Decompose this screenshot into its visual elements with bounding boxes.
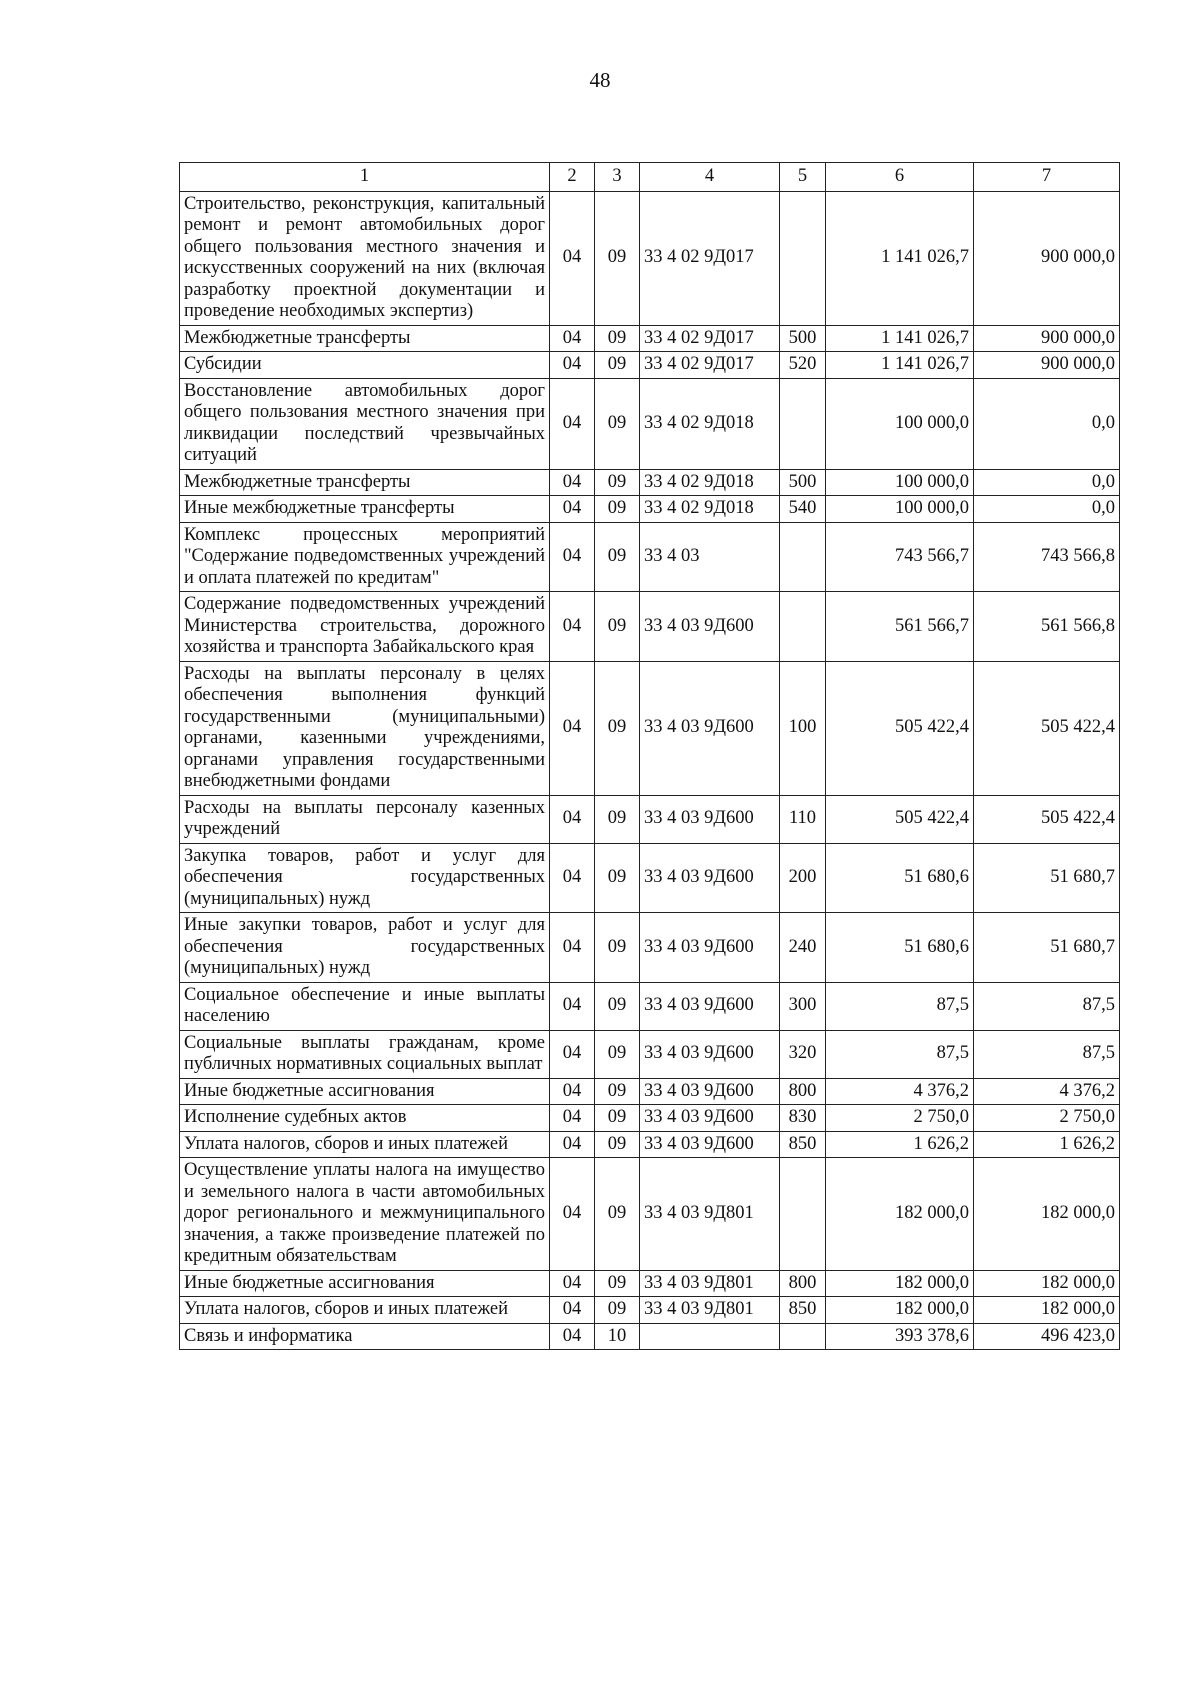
table-row <box>180 1030 1120 1078</box>
subsection-code-cell: 09 <box>595 1158 640 1271</box>
expense-type-cell: 300 <box>780 982 826 1030</box>
expense-type-cell <box>780 1323 826 1350</box>
target-article-cell: 33 4 03 9Д600 <box>640 1030 780 1078</box>
target-article-cell: 33 4 03 9Д801 <box>640 1158 780 1271</box>
target-article-cell: 33 4 03 9Д600 <box>640 795 780 843</box>
subsection-code-cell: 10 <box>595 1323 640 1350</box>
table-row <box>180 1105 1120 1132</box>
amount-col7-cell: 87,5 <box>974 1030 1120 1078</box>
amount-col6-cell: 51 680,6 <box>826 843 974 913</box>
row-name-cell: Строительство, реконструкция, капитальный ремонт и ремонт автомобильных дорог общего пользования местного значения и искусственных сооружений на них (включая разработку проектной документации и проведение необходимых экспертиз) <box>180 191 550 325</box>
table-row <box>180 795 1120 843</box>
amount-col6-cell: 87,5 <box>826 1030 974 1078</box>
subsection-code-cell: 09 <box>595 496 640 523</box>
section-code-cell: 04 <box>550 378 595 469</box>
amount-col7-cell: 496 423,0 <box>974 1323 1120 1350</box>
budget-table <box>179 162 1120 1350</box>
target-article-cell: 33 4 02 9Д017 <box>640 352 780 379</box>
amount-col6-cell: 505 422,4 <box>826 795 974 843</box>
section-code-cell: 04 <box>550 469 595 496</box>
expense-type-cell: 100 <box>780 661 826 795</box>
section-code-cell: 04 <box>550 1297 595 1324</box>
section-code-cell: 04 <box>550 795 595 843</box>
target-article-cell: 33 4 03 <box>640 522 780 592</box>
amount-col7-cell: 743 566,8 <box>974 522 1120 592</box>
amount-col7-cell: 900 000,0 <box>974 325 1120 352</box>
table-row <box>180 325 1120 352</box>
expense-type-cell: 240 <box>780 913 826 983</box>
amount-col7-cell: 1 626,2 <box>974 1131 1120 1158</box>
row-name-cell: Социальное обеспечение и иные выплаты населению <box>180 982 550 1030</box>
subsection-code-cell: 09 <box>595 661 640 795</box>
row-name-cell: Связь и информатика <box>180 1323 550 1350</box>
table-row <box>180 522 1120 592</box>
section-code-cell: 04 <box>550 913 595 983</box>
table-row <box>180 1323 1120 1350</box>
row-name-cell: Уплата налогов, сборов и иных платежей <box>180 1297 550 1324</box>
row-name-cell: Расходы на выплаты персоналу в целях обеспечения выполнения функций государственными (муниципальными) органами, казенными учреждениями, органами управления государственными внебюджетными фондами <box>180 661 550 795</box>
expense-type-cell <box>780 592 826 662</box>
target-article-cell: 33 4 03 9Д600 <box>640 913 780 983</box>
row-name-cell: Расходы на выплаты персоналу казенных учреждений <box>180 795 550 843</box>
expense-type-cell: 500 <box>780 325 826 352</box>
amount-col6-cell: 743 566,7 <box>826 522 974 592</box>
amount-col7-cell: 505 422,4 <box>974 661 1120 795</box>
subsection-code-cell: 09 <box>595 352 640 379</box>
table-row <box>180 191 1120 325</box>
subsection-code-cell: 09 <box>595 191 640 325</box>
expense-type-cell <box>780 1158 826 1271</box>
section-code-cell: 04 <box>550 592 595 662</box>
subsection-code-cell: 09 <box>595 522 640 592</box>
expense-type-cell: 500 <box>780 469 826 496</box>
subsection-code-cell: 09 <box>595 1105 640 1132</box>
subsection-code-cell: 09 <box>595 843 640 913</box>
amount-col7-cell: 505 422,4 <box>974 795 1120 843</box>
subsection-code-cell: 09 <box>595 982 640 1030</box>
section-code-cell: 04 <box>550 1323 595 1350</box>
target-article-cell: 33 4 02 9Д017 <box>640 191 780 325</box>
table-row <box>180 1297 1120 1324</box>
amount-col6-cell: 561 566,7 <box>826 592 974 662</box>
section-code-cell: 04 <box>550 352 595 379</box>
target-article-cell: 33 4 02 9Д018 <box>640 378 780 469</box>
table-row <box>180 1078 1120 1105</box>
column-header: 5 <box>780 163 826 192</box>
section-code-cell: 04 <box>550 1131 595 1158</box>
subsection-code-cell: 09 <box>595 795 640 843</box>
row-name-cell: Комплекс процессных мероприятий "Содержание подведомственных учреждений и оплата платежей по кредитам" <box>180 522 550 592</box>
table-row <box>180 378 1120 469</box>
target-article-cell: 33 4 03 9Д600 <box>640 592 780 662</box>
expense-type-cell <box>780 191 826 325</box>
amount-col7-cell: 87,5 <box>974 982 1120 1030</box>
table-row <box>180 469 1120 496</box>
amount-col7-cell: 51 680,7 <box>974 913 1120 983</box>
expense-type-cell: 320 <box>780 1030 826 1078</box>
target-article-cell: 33 4 03 9Д600 <box>640 982 780 1030</box>
row-name-cell: Иные бюджетные ассигнования <box>180 1078 550 1105</box>
section-code-cell: 04 <box>550 1030 595 1078</box>
section-code-cell: 04 <box>550 522 595 592</box>
section-code-cell: 04 <box>550 1078 595 1105</box>
row-name-cell: Иные межбюджетные трансферты <box>180 496 550 523</box>
row-name-cell: Межбюджетные трансферты <box>180 469 550 496</box>
amount-col6-cell: 1 141 026,7 <box>826 191 974 325</box>
section-code-cell: 04 <box>550 982 595 1030</box>
expense-type-cell: 830 <box>780 1105 826 1132</box>
row-name-cell: Осуществление уплаты налога на имущество и земельного налога в части автомобильных дорог регионального и межмуниципального значения, а также произведение платежей по кредитным обязательствам <box>180 1158 550 1271</box>
expense-type-cell: 540 <box>780 496 826 523</box>
expense-type-cell: 850 <box>780 1297 826 1324</box>
subsection-code-cell: 09 <box>595 469 640 496</box>
subsection-code-cell: 09 <box>595 1078 640 1105</box>
table-row <box>180 1158 1120 1271</box>
amount-col6-cell: 1 141 026,7 <box>826 352 974 379</box>
amount-col7-cell: 0,0 <box>974 469 1120 496</box>
row-name-cell: Исполнение судебных актов <box>180 1105 550 1132</box>
table-row <box>180 352 1120 379</box>
target-article-cell: 33 4 02 9Д017 <box>640 325 780 352</box>
target-article-cell <box>640 1323 780 1350</box>
amount-col7-cell: 182 000,0 <box>974 1297 1120 1324</box>
row-name-cell: Социальные выплаты гражданам, кроме публичных нормативных социальных выплат <box>180 1030 550 1078</box>
amount-col7-cell: 900 000,0 <box>974 191 1120 325</box>
row-name-cell: Межбюджетные трансферты <box>180 325 550 352</box>
subsection-code-cell: 09 <box>595 1270 640 1297</box>
expense-type-cell: 850 <box>780 1131 826 1158</box>
amount-col6-cell: 505 422,4 <box>826 661 974 795</box>
amount-col6-cell: 2 750,0 <box>826 1105 974 1132</box>
table-row <box>180 592 1120 662</box>
amount-col7-cell: 182 000,0 <box>974 1158 1120 1271</box>
amount-col6-cell: 182 000,0 <box>826 1270 974 1297</box>
column-header: 2 <box>550 163 595 192</box>
row-name-cell: Субсидии <box>180 352 550 379</box>
target-article-cell: 33 4 03 9Д600 <box>640 1078 780 1105</box>
amount-col7-cell: 182 000,0 <box>974 1270 1120 1297</box>
subsection-code-cell: 09 <box>595 378 640 469</box>
section-code-cell: 04 <box>550 191 595 325</box>
target-article-cell: 33 4 03 9Д600 <box>640 843 780 913</box>
table-row <box>180 982 1120 1030</box>
amount-col7-cell: 561 566,8 <box>974 592 1120 662</box>
amount-col7-cell: 2 750,0 <box>974 1105 1120 1132</box>
target-article-cell: 33 4 03 9Д600 <box>640 1105 780 1132</box>
row-name-cell: Закупка товаров, работ и услуг для обеспечения государственных (муниципальных) нужд <box>180 843 550 913</box>
table-header-row <box>180 163 1120 192</box>
row-name-cell: Восстановление автомобильных дорог общего пользования местного значения при ликвидации последствий чрезвычайных ситуаций <box>180 378 550 469</box>
table-row <box>180 1270 1120 1297</box>
target-article-cell: 33 4 03 9Д801 <box>640 1297 780 1324</box>
amount-col6-cell: 4 376,2 <box>826 1078 974 1105</box>
expense-type-cell: 800 <box>780 1270 826 1297</box>
table-row <box>180 843 1120 913</box>
row-name-cell: Иные закупки товаров, работ и услуг для обеспечения государственных (муниципальных) нужд <box>180 913 550 983</box>
expense-type-cell: 520 <box>780 352 826 379</box>
amount-col6-cell: 182 000,0 <box>826 1158 974 1271</box>
amount-col6-cell: 51 680,6 <box>826 913 974 983</box>
target-article-cell: 33 4 02 9Д018 <box>640 496 780 523</box>
subsection-code-cell: 09 <box>595 1297 640 1324</box>
subsection-code-cell: 09 <box>595 1030 640 1078</box>
section-code-cell: 04 <box>550 1270 595 1297</box>
expense-type-cell: 800 <box>780 1078 826 1105</box>
amount-col6-cell: 1 141 026,7 <box>826 325 974 352</box>
page-number: 48 <box>589 68 611 92</box>
target-article-cell: 33 4 02 9Д018 <box>640 469 780 496</box>
table-row <box>180 496 1120 523</box>
table-row <box>180 1131 1120 1158</box>
section-code-cell: 04 <box>550 1105 595 1132</box>
table-row <box>180 661 1120 795</box>
subsection-code-cell: 09 <box>595 325 640 352</box>
expense-type-cell <box>780 522 826 592</box>
target-article-cell: 33 4 03 9Д801 <box>640 1270 780 1297</box>
target-article-cell: 33 4 03 9Д600 <box>640 661 780 795</box>
subsection-code-cell: 09 <box>595 592 640 662</box>
amount-col6-cell: 182 000,0 <box>826 1297 974 1324</box>
section-code-cell: 04 <box>550 1158 595 1271</box>
amount-col7-cell: 900 000,0 <box>974 352 1120 379</box>
amount-col6-cell: 100 000,0 <box>826 496 974 523</box>
amount-col7-cell: 51 680,7 <box>974 843 1120 913</box>
column-header: 6 <box>826 163 974 192</box>
amount-col6-cell: 1 626,2 <box>826 1131 974 1158</box>
section-code-cell: 04 <box>550 843 595 913</box>
amount-col6-cell: 100 000,0 <box>826 378 974 469</box>
expense-type-cell: 110 <box>780 795 826 843</box>
row-name-cell: Иные бюджетные ассигнования <box>180 1270 550 1297</box>
amount-col7-cell: 0,0 <box>974 496 1120 523</box>
column-header: 1 <box>180 163 550 192</box>
column-header: 7 <box>974 163 1120 192</box>
table-row <box>180 913 1120 983</box>
column-header: 3 <box>595 163 640 192</box>
column-header: 4 <box>640 163 780 192</box>
amount-col6-cell: 100 000,0 <box>826 469 974 496</box>
expense-type-cell: 200 <box>780 843 826 913</box>
section-code-cell: 04 <box>550 496 595 523</box>
target-article-cell: 33 4 03 9Д600 <box>640 1131 780 1158</box>
section-code-cell: 04 <box>550 661 595 795</box>
expense-type-cell <box>780 378 826 469</box>
amount-col7-cell: 0,0 <box>974 378 1120 469</box>
subsection-code-cell: 09 <box>595 913 640 983</box>
row-name-cell: Содержание подведомственных учреждений Министерства строительства, дорожного хозяйства и транспорта Забайкальского края <box>180 592 550 662</box>
section-code-cell: 04 <box>550 325 595 352</box>
amount-col6-cell: 393 378,6 <box>826 1323 974 1350</box>
amount-col7-cell: 4 376,2 <box>974 1078 1120 1105</box>
amount-col6-cell: 87,5 <box>826 982 974 1030</box>
row-name-cell: Уплата налогов, сборов и иных платежей <box>180 1131 550 1158</box>
subsection-code-cell: 09 <box>595 1131 640 1158</box>
